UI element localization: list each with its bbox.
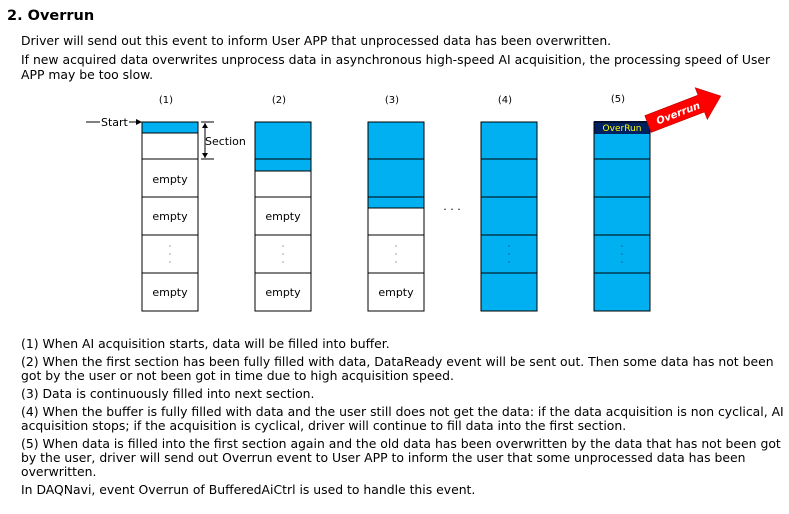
- buffer-3-fill: [368, 122, 424, 208]
- buffer-1: [142, 122, 198, 311]
- buffer-4: [481, 122, 537, 311]
- empty-label: empty: [152, 173, 188, 186]
- stage-label-3: (3): [384, 95, 400, 106]
- stage-label-4: (4): [497, 95, 513, 106]
- overrun-box-label: OverRun: [602, 124, 642, 134]
- stage-label-5: (5): [610, 94, 626, 105]
- stage-label-2: (2): [271, 95, 287, 106]
- empty-label: empty: [265, 286, 301, 299]
- vertical-dots: [282, 245, 284, 263]
- section-heading: 2. Overrun: [7, 8, 95, 24]
- notes-list: [21, 337, 789, 501]
- buffer-5-fill: [594, 122, 650, 311]
- start-label: Start: [101, 116, 128, 129]
- empty-label: empty: [152, 210, 188, 223]
- buffer-4-fill: [481, 122, 537, 311]
- ellipsis: · · ·: [443, 203, 461, 216]
- section-label: Section: [205, 135, 246, 148]
- intro-line-2: If new acquired data overwrites unprocess data in asynchronous high-speed AI acquisition, the processing speed of User APP may be too slow.: [21, 52, 771, 82]
- stage-label-1: (1): [158, 95, 174, 106]
- section-bracket: [201, 122, 246, 159]
- note-1: (1) When AI acquisition starts, data will be filled into buffer.: [21, 336, 390, 351]
- empty-label: empty: [378, 286, 414, 299]
- start-arrow: [86, 116, 142, 129]
- buffer-5: [594, 121, 650, 311]
- buffer-2-fill: [255, 122, 311, 171]
- note-4: (4) When the buffer is fully filled with data and the user still does not get the data: if the data acquisition is non cyclical, AI acquisition stops; if the acquisition is cyclical, driver will continue to fill data into the first section.: [21, 404, 784, 433]
- empty-label: empty: [265, 210, 301, 223]
- buffer-2: [255, 122, 311, 311]
- note-3: (3) Data is continuously filled into next section.: [21, 386, 315, 401]
- vertical-dots: [169, 245, 171, 263]
- buffer-1-fill: [142, 122, 198, 133]
- overrun-arrow: [642, 80, 727, 140]
- note-5: (5) When data is filled into the first section again and the old data has been overwritten by the data that has not been got by the user, driver will send out Overrun event to User APP to inform the user that some unprocessed data has been overwritten.: [21, 436, 781, 479]
- empty-label: empty: [152, 286, 188, 299]
- overrun-arrow-label: Overrun: [655, 100, 702, 128]
- intro-line-1: Driver will send out this event to inform User APP that unprocessed data has been overwritten.: [21, 33, 612, 48]
- note-6: In DAQNavi, event Overrun of BufferedAiCtrl is used to handle this event.: [21, 482, 476, 497]
- note-2: (2) When the first section has been fully filled with data, DataReady event will be sent out. Then some data has not been got by the user or not been got in time due to high acquisition speed.: [21, 354, 774, 383]
- buffer-3: [368, 122, 424, 311]
- vertical-dots: [395, 245, 397, 263]
